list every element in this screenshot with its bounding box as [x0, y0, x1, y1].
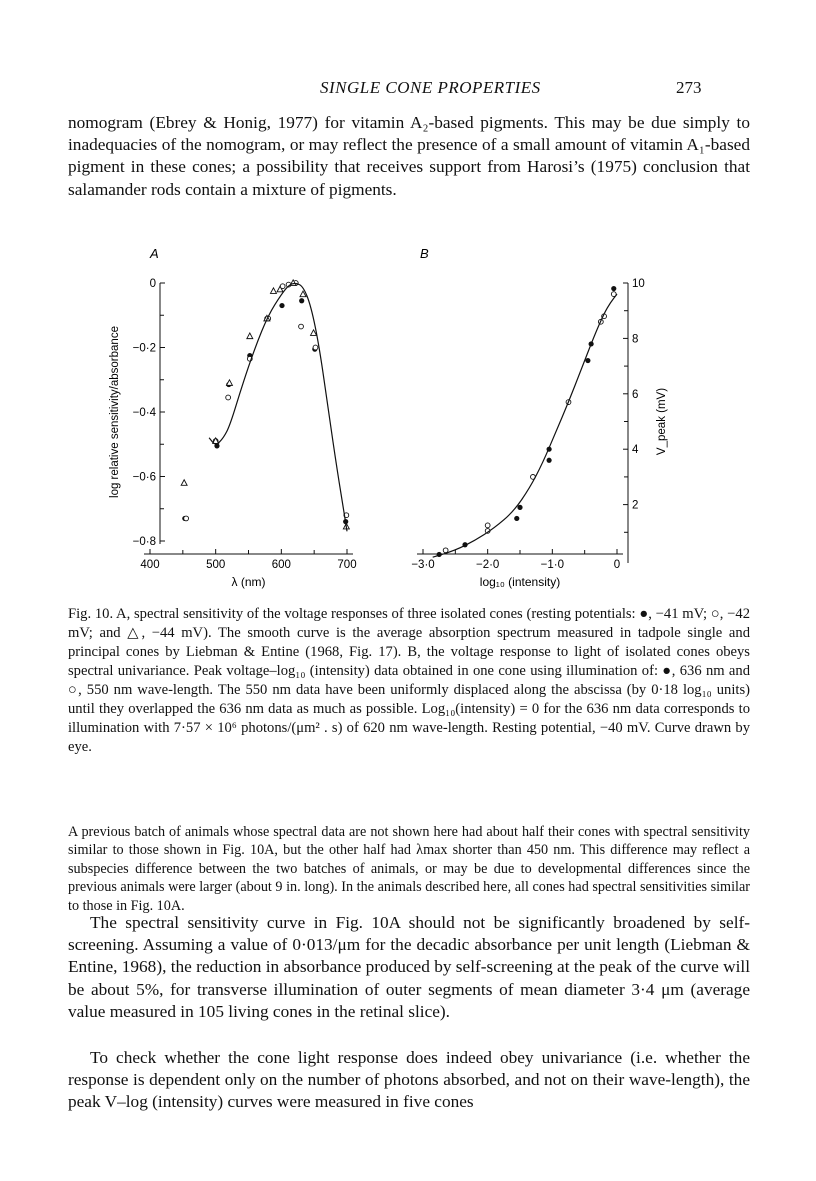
data-point-filled-circle: [547, 458, 552, 463]
page-number: 273: [676, 78, 702, 97]
figure-10: [0, 230, 816, 610]
x-tick-label: 500: [206, 559, 226, 571]
y-tick-label: −0·4: [132, 407, 156, 419]
x-tick-label: 600: [271, 559, 291, 571]
y-axis-label: V_peak (mV): [656, 387, 668, 456]
panel-b-label: B: [420, 246, 429, 261]
data-point-filled-circle: [585, 358, 590, 363]
panel-a-chart: [109, 278, 357, 589]
data-point-open-circle: [226, 395, 231, 400]
x-axis-label: log₁₀ (intensity): [479, 575, 561, 589]
x-tick-label: −1·0: [540, 559, 565, 571]
x-tick-label: −2·0: [475, 559, 500, 571]
running-title: SINGLE CONE PROPERTIES: [320, 78, 541, 97]
y-tick-label: −0·8: [132, 536, 156, 548]
data-point-filled-circle: [279, 303, 284, 308]
data-point-open-circle: [184, 516, 189, 521]
data-point-open-triangle: [247, 333, 253, 339]
page-header: [0, 78, 816, 102]
x-tick-label: 700: [337, 559, 357, 571]
paragraph-3: [68, 1047, 750, 1114]
y-tick-label: 0: [149, 278, 156, 290]
paragraph-2-text: The spectral sensitivity curve in Fig. 10A should not be significantly broadened by self-screening. Assuming a value of 0·013/μm for the decadic absorbance per unit length (Liebman & Entine, 1968), the reduction in absorbance produced by self-screening at the peak of the curve will be about 5%, for transverse illumination of outer segments of mean diameter 3·4 μm (average value measured in 105 living cones in the retinal slice).: [68, 913, 750, 1021]
y-tick-label: 2: [632, 499, 639, 512]
data-point-open-circle: [443, 548, 448, 553]
x-axis-label: λ (nm): [231, 575, 266, 589]
data-point-open-circle: [485, 523, 490, 528]
fit-curve: [433, 294, 617, 557]
x-tick-label: 0: [613, 559, 621, 571]
y-tick-label: 6: [632, 388, 639, 401]
y-tick-label: −0·6: [132, 471, 156, 484]
panel-b-chart: [411, 278, 668, 589]
x-tick-label: 400: [140, 559, 160, 571]
footnote-paragraph: A previous batch of animals whose spectral data are not shown here had about half their cones with spectral sensitivity similar to those shown in Fig. 10A, but the other half had λmax shorter than 450 nm. This difference may reflect a subspecies difference between the two batches of animals, or may be due to developmental differences since the previous animals were larger (about 9 in. long). In the animals described here, all cones had spectral sensitivities similar to those in Fig. 10A.: [68, 824, 750, 914]
y-tick-label: 8: [632, 333, 639, 346]
fit-curve: [209, 284, 347, 532]
x-tick-label: −3·0: [411, 559, 435, 571]
paragraph-3-text: To check whether the cone light response does indeed obey univariance (i.e. whether the response is dependent only on the number of photons absorbed, and not on their wave-length), the peak V–log (intensity) curves were measured in five cones: [68, 1048, 750, 1112]
y-tick-label: −0·2: [132, 342, 156, 355]
paragraph-top: nomogram (Ebrey & Honig, 1977) for vitamin A₂-based pigments. This may be due simply to inadequacies of the nomogram, or may reflect the presence of a small amount of vitamin A₁-based pigment in these cones; a possibility that receives support from Harosi’s (1975) conclusion that salamander rods contain a mixture of pigments.: [68, 113, 750, 199]
y-tick-label: 10: [632, 278, 645, 290]
y-tick-label: 4: [632, 444, 639, 457]
data-point-open-triangle: [181, 480, 187, 486]
data-point-filled-circle: [611, 286, 616, 291]
data-point-open-circle: [313, 345, 318, 350]
data-point-open-triangle: [270, 288, 276, 294]
data-point-filled-circle: [517, 505, 522, 510]
y-axis-label: log relative sensitivity/absorbance: [109, 326, 121, 498]
data-point-filled-circle: [299, 298, 304, 303]
data-point-filled-circle: [514, 516, 519, 521]
paragraph-2: [68, 912, 750, 1023]
figure-caption: Fig. 10. A, spectral sensitivity of the voltage responses of three isolated cones (resting potentials: ●, −41 mV; ○, −42 mV; and △, −44 mV). The smooth curve is the average absorption spectrum measured in tadpole single and principal cones by Liebman & Entine (1968, Fig. 17). B, the voltage response to light of isolated cones obeys spectral univariance. Peak voltage–log₁₀ (intensity) data obtained in one cone using illumination of: ●, 636 nm and ○, 550 nm wave-length. The 550 nm data have been uniformly displaced along the abscissa (by 0·18 log₁₀ units) until they overlapped the 636 nm data as much as possible. Log₁₀(intensity) = 0 for the 636 nm data corresponds to illumination with 7·57 × 10⁶ photons/(μm² . s) of 620 nm wave-length. Resting potential, −40 mV. Curve drawn by eye.: [68, 606, 750, 755]
panel-a-label: A: [150, 246, 159, 261]
data-point-open-circle: [299, 324, 304, 329]
